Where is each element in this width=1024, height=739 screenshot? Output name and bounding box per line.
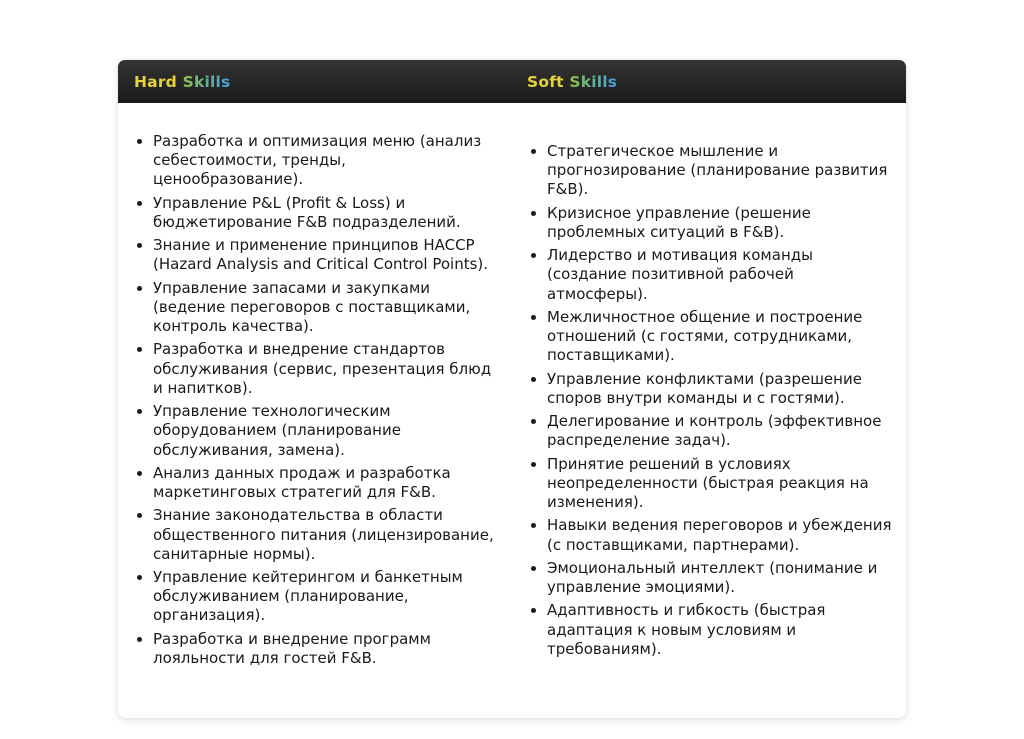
hard-skills-title: Hard Skills xyxy=(134,72,231,91)
list-item: Эмоциональный интеллект (понимание и управление эмоциями). xyxy=(547,559,892,597)
list-item: Стратегическое мышление и прогнозирование (планирование развития F&B). xyxy=(547,142,892,200)
list-item: Управление технологическим оборудованием (планирование обслуживания, замена). xyxy=(153,402,498,460)
soft-skills-list xyxy=(512,142,906,659)
list-item: Знание законодательства в области общественного питания (лицензирование, санитарные нормы). xyxy=(153,506,498,564)
list-item: Анализ данных продаж и разработка маркетинговых стратегий для F&B. xyxy=(153,464,498,502)
list-item: Управление кейтерингом и банкетным обслуживанием (планирование, организация). xyxy=(153,568,498,626)
list-item: Разработка и внедрение программ лояльности для гостей F&B. xyxy=(153,630,498,668)
list-item: Принятие решений в условиях неопределенности (быстрая реакция на изменения). xyxy=(547,455,892,513)
list-item: Разработка и внедрение стандартов обслуживания (сервис, презентация блюд и напитков). xyxy=(153,340,498,398)
list-item: Знание и применение принципов HACCP (Hazard Analysis and Critical Control Points). xyxy=(153,236,498,274)
list-item: Лидерство и мотивация команды (создание позитивной рабочей атмосферы). xyxy=(547,246,892,304)
skills-header xyxy=(118,60,906,103)
skills-card xyxy=(118,60,906,718)
list-item: Управление запасами и закупками (ведение переговоров с поставщиками, контроль качества). xyxy=(153,279,498,337)
list-item: Разработка и оптимизация меню (анализ себестоимости, тренды, ценообразование). xyxy=(153,132,498,190)
soft-skills-title: Soft Skills xyxy=(527,72,618,91)
list-item: Управление P&L (Profit & Loss) и бюджетирование F&B подразделений. xyxy=(153,194,498,232)
hard-skills-list xyxy=(118,132,512,668)
soft-skills-column xyxy=(512,103,906,663)
list-item: Кризисное управление (решение проблемных ситуаций в F&B). xyxy=(547,204,892,242)
list-item: Делегирование и контроль (эффективное распределение задач). xyxy=(547,412,892,450)
hard-skills-column xyxy=(118,103,512,672)
list-item: Управление конфликтами (разрешение споров внутри команды и с гостями). xyxy=(547,370,892,408)
list-item: Межличностное общение и построение отношений (с гостями, сотрудниками, поставщиками). xyxy=(547,308,892,366)
list-item: Навыки ведения переговоров и убеждения (с поставщиками, партнерами). xyxy=(547,516,892,554)
list-item: Адаптивность и гибкость (быстрая адаптация к новым условиям и требованиям). xyxy=(547,601,892,659)
